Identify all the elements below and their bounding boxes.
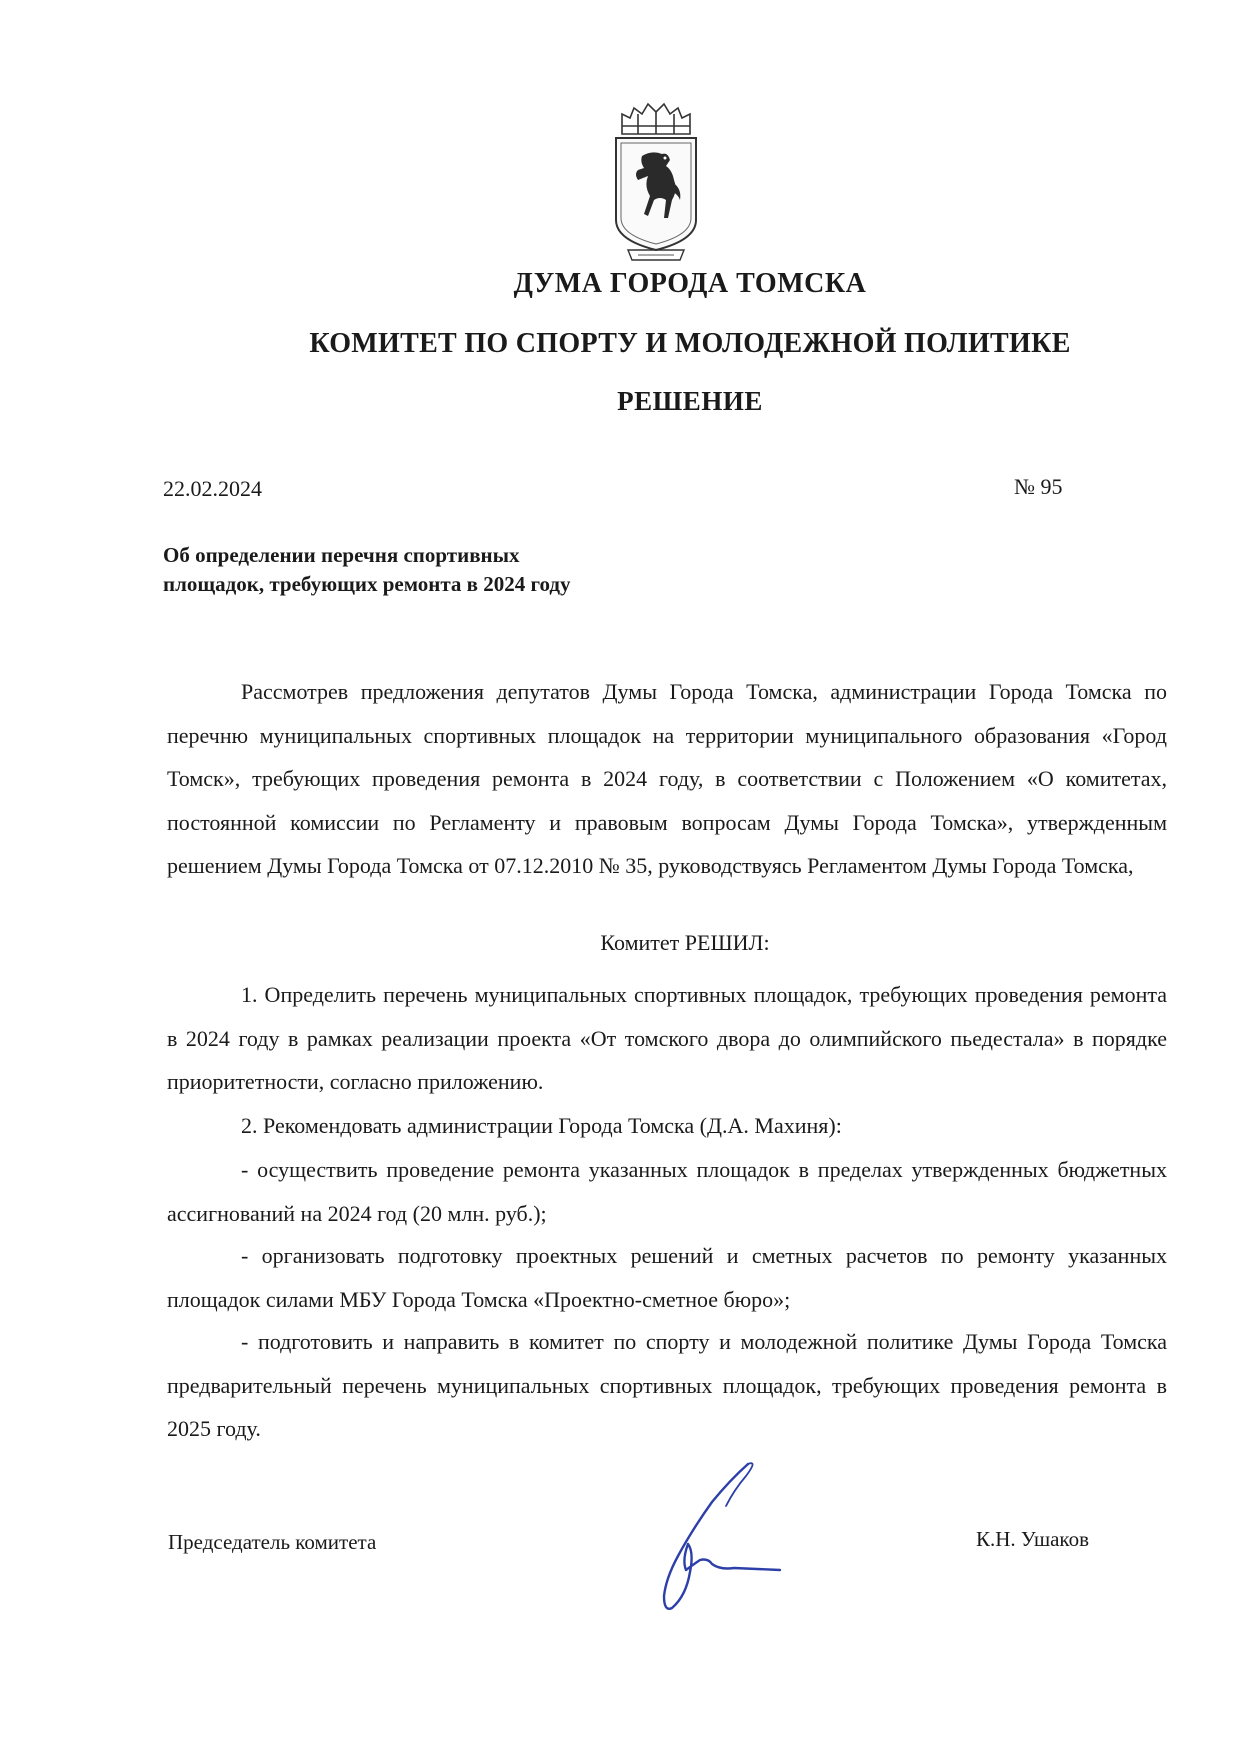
document-subject: Об определении перечня спортивных площадок, требующих ремонта в 2024 году bbox=[163, 543, 571, 596]
resolved-heading: Комитет РЕШИЛ: bbox=[600, 930, 770, 955]
document-number: № 95 bbox=[1014, 474, 1063, 499]
preamble-paragraph: Рассмотрев предложения депутатов Думы Города Томска, администрации Города Томска по перечню муниципальных спортивных площадок на территории муниципального образования «Город Томск», требующих проведения ремонта в 2024 году, в соответствии с Положением «О комитетах, постоянной комиссии по Регламенту и правовым вопросам Думы Города Томска», утвержденным решением Думы Города Томска от 07.12.2010 № 35, руководствуясь Регламентом Думы Города Томска, bbox=[167, 679, 1167, 878]
document-date: 22.02.2024 bbox=[163, 476, 262, 501]
tomsk-coat-of-arms-icon bbox=[608, 100, 704, 270]
signer-name: К.Н. Ушаков bbox=[976, 1527, 1089, 1551]
organization-title: ДУМА ГОРОДА ТОМСКА bbox=[513, 268, 867, 299]
handwritten-signature bbox=[630, 1460, 800, 1620]
resolution-item-2-a: - осуществить проведение ремонта указанных площадок в пределах утвержденных бюджетных ассигнований на 2024 год (20 млн. руб.); bbox=[167, 1157, 1167, 1226]
resolution-item-2: 2. Рекомендовать администрации Города Томска (Д.А. Махиня): bbox=[241, 1113, 842, 1138]
document-type-title: РЕШЕНИЕ bbox=[617, 386, 763, 416]
signer-title: Председатель комитета bbox=[168, 1530, 377, 1554]
resolution-item-2-c: - подготовить и направить в комитет по спорту и молодежной политике Думы Города Томска предварительный перечень муниципальных спортивных площадок, требующих проведения ремонта в 2025 году. bbox=[167, 1329, 1167, 1441]
resolution-item-1: 1. Определить перечень муниципальных спортивных площадок, требующих проведения ремонта в 2024 году в рамках реализации проекта «От томского двора до олимпийского пьедестала» в порядке приоритетности, согласно приложению. bbox=[167, 982, 1167, 1094]
resolution-item-2-b: - организовать подготовку проектных решений и сметных расчетов по ремонту указанных площадок силами МБУ Города Томска «Проектно-сметное бюро»; bbox=[167, 1243, 1167, 1312]
committee-title: КОМИТЕТ ПО СПОРТУ И МОЛОДЕЖНОЙ ПОЛИТИКЕ bbox=[309, 328, 1071, 359]
